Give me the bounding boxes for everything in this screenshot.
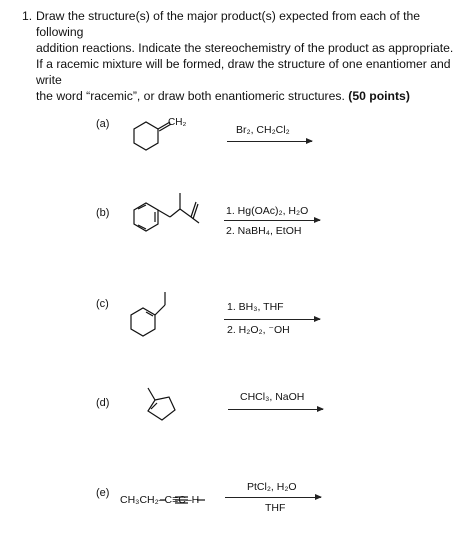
part-a-label: (a) xyxy=(96,118,110,130)
reaction-arrow-c xyxy=(224,319,320,320)
part-e-label: (e) xyxy=(96,487,110,499)
reaction-arrow-e xyxy=(225,497,321,498)
part-c-reagent-1: 1. BH₃, THF xyxy=(227,301,284,313)
part-b-label: (b) xyxy=(96,207,110,219)
part-a-reagent: Br₂, CH₂Cl₂ xyxy=(236,124,290,136)
cyclohexene-structure xyxy=(131,292,165,336)
question-line-2: addition reactions. Indicate the stereochemistry of the product as appropriate. xyxy=(36,41,454,55)
reaction-arrow-a xyxy=(227,141,312,142)
question-number: 1. xyxy=(22,9,33,23)
part-c-label: (c) xyxy=(96,298,109,310)
question-line-1: Draw the structure(s) of the major product(s) expected from each of the following xyxy=(36,9,421,39)
question-line-4: the word “racemic”, or draw both enantiomeric structures. (50 points) xyxy=(36,89,410,103)
part-e-reagent-2: THF xyxy=(265,502,286,514)
question-line-3: If a racemic mixture will be formed, draw the structure of one enantiomer and write xyxy=(36,57,451,87)
methylcyclopentene-structure xyxy=(148,388,175,420)
part-d-reagent: CHCl₃, NaOH xyxy=(240,391,305,403)
part-e-reagent-1: PtCl₂, H₂O xyxy=(247,481,297,493)
ch2-label: CH₂ xyxy=(168,117,187,128)
reaction-arrow-d xyxy=(228,409,323,410)
reaction-arrow-b xyxy=(224,220,320,221)
part-c-reagent-2: 2. H₂O₂, ⁻OH xyxy=(227,324,290,336)
benzene-alkene-structure xyxy=(134,193,199,231)
part-b-reagent-1: 1. Hg(OAc)₂, H₂O xyxy=(226,205,309,217)
methylenecyclohexane-structure xyxy=(134,122,171,150)
part-d-label: (d) xyxy=(96,397,110,409)
points: (50 points) xyxy=(348,89,410,103)
part-b-reagent-2: 2. NaBH₄, EtOH xyxy=(226,225,302,237)
alkyne-formula: CH₃CH₂–C≡C–H xyxy=(120,494,200,506)
